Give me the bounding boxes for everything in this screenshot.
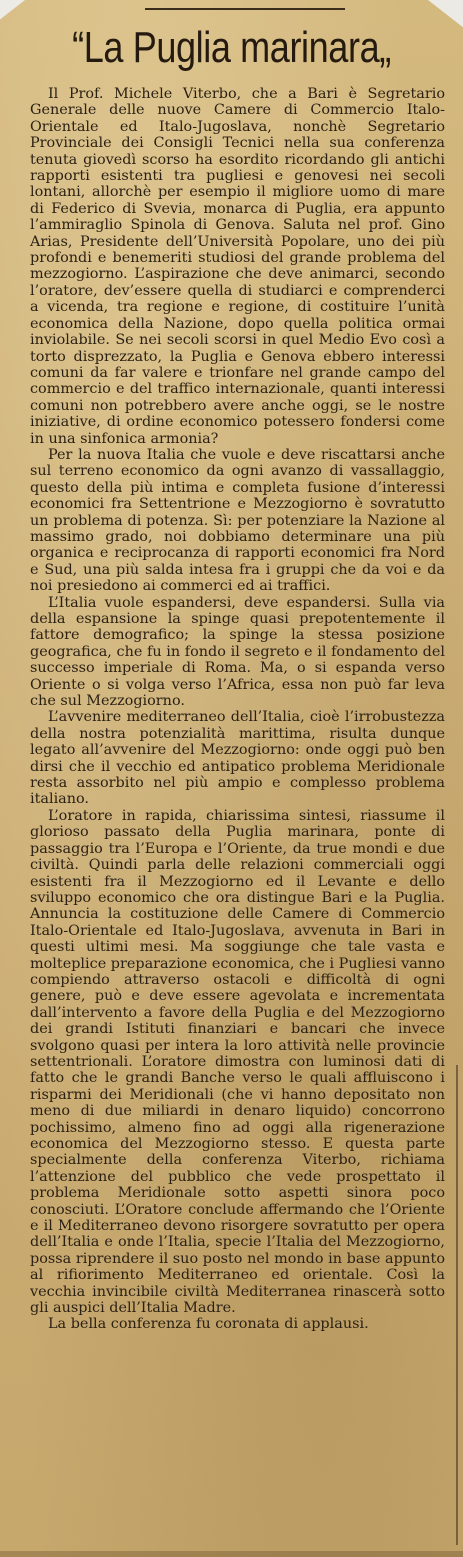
column-rule [456,1065,458,1545]
corner-fold-left [0,0,48,32]
paragraph: Per la nuova Italia che vuole e deve riscattarsi anche sul terreno economico da ogni avanzo di vassallaggio, questo della più intima e completa fusione d’interessi economici fra Settentrione e Mezzogiorno è sovratutto un problema di potenza. Sì: per potenziare la Nazione al massimo grado, noi dobbiamo determinare una più organica e reciprocanza di rapporti economici fra Nord e Sud, una più salda intesa fra i gruppi che da voi e da noi presiedono ai commerci ed ai traffici. [30,446,445,595]
corner-fold-right [421,0,463,32]
article-body [30,86,445,1333]
paragraph: Il Prof. Michele Viterbo, che a Bari è Segretario Generale delle nuove Camere di Commercio Italo-Orientale ed Italo-Jugoslava, nonchè Segretario Provinciale dei Consigli Tecnici nella sua conferenza tenuta giovedì scorso ha esordito ricordando gli antichi rapporti esistenti tra pugliesi e genovesi nei secoli lontani, allorchè per esempio il migliore uomo di mare di Federico di Svevia, monarca di Puglia, era appunto l’ammiraglio Spinola di Genova. Saluta nel prof. Gino Arias, Presidente dell’Università Popolare, uno dei più profondi e benemeriti studiosi del grande problema del mezzogiorno. L’aspirazione che deve animarci, secondo l’oratore, dev’essere quella di studiarci e comprenderci a vicenda, tra regione e regione, di costituire l’unità economica della Nazione, dopo quella politica ormai inviolabile. Se nei secoli scorsi in quel Medio Evo così a torto disprezzato, la Puglia e Genova ebbero interessi comuni da far valere e trionfare nel grande campo del commercio e del traffico internazionale, quanti interessi comuni non potrebbero avere anche oggi, se le nostre iniziative, di ordine economico potessero fondersi come in una sinfonica armonia? [30,86,445,447]
paragraph: L’Italia vuole espandersi, deve espandersi. Sulla via della espansione la spinge quasi prepotentemente il fattore demografico; la spinge la stessa posizione geografica, che fu in fondo il segreto e il fondamento del successo imperiale di Roma. Ma, o si espanda verso Oriente o si volga verso l’Africa, essa non può far leva che sul Mezzogiorno. [30,594,445,710]
paragraph: L’oratore in rapida, chiarissima sintesi, riassume il glorioso passato della Puglia marinara, ponte di passaggio tra l’Europa e l’Oriente, da true mondi e due civiltà. Quindi parla delle relazioni commerciali oggi esistenti fra il Mezzogiorno ed il Levante e dello sviluppo economico che ora distingue Bari e la Puglia. Annuncia la costituzione delle Camere di Commercio Italo-Orientale ed Italo-Jugoslava, avvenuta in Bari in questi ultimi mesi. Ma soggiunge che tale vasta e molteplice preparazione economica, che i Pugliesi vanno compiendo attraverso ostacoli e difficoltà di ogni genere, può e deve essere agevolata e incrementata dall’intervento a favore della Puglia e del Mezzogiorno dei grandi Istituti finanziari e bancari che invece svolgono quasi per intera la loro attività nelle provincie settentrionali. L’oratore dimostra con luminosi dati di fatto che le grandi Banche verso le quali affluiscono i risparmi dei Meridionali (che vi hanno depositato non meno di due miliardi in denaro liquido) concorrono pochissimo, almeno fino ad oggi alla rigenerazione economica del Mezzogiorno stesso. E questa parte specialmente della conferenza Viterbo, richiama l’attenzione del pubblico che vede prospettato il problema Meridionale sotto aspetti sinora poco conosciuti. L’Oratore conclude affermando che l’Oriente e il Mediterraneo devono risorgere sovratutto per opera dell’Italia e onde l’Italia, specie l’Italia del Mezzogiorno, possa riprendere il suo posto nel mondo in base appunto al rifiorimento Mediterraneo ed orientale. Così la vecchia invincibile civiltà Mediterranea rinascerà sotto gli auspici dell’Italia Madre. [30,807,446,1317]
page-edge [0,1551,463,1557]
closing-line: La bella conferenza fu coronata di applausi. [48,1316,369,1333]
top-rule [145,8,345,10]
paragraph: L’avvenire mediterraneo dell’Italia, cioè l’irrobustezza della nostra potenzialità marittima, risulta dunque legato all’avvenire del Mezzogiorno: onde oggi può ben dirsi che il vecchio ed antipatico problema Meridionale resta assorbito nel più ampio e complesso problema italiano. [30,709,445,808]
article-headline: “La Puglia marinara„ [72,23,391,72]
